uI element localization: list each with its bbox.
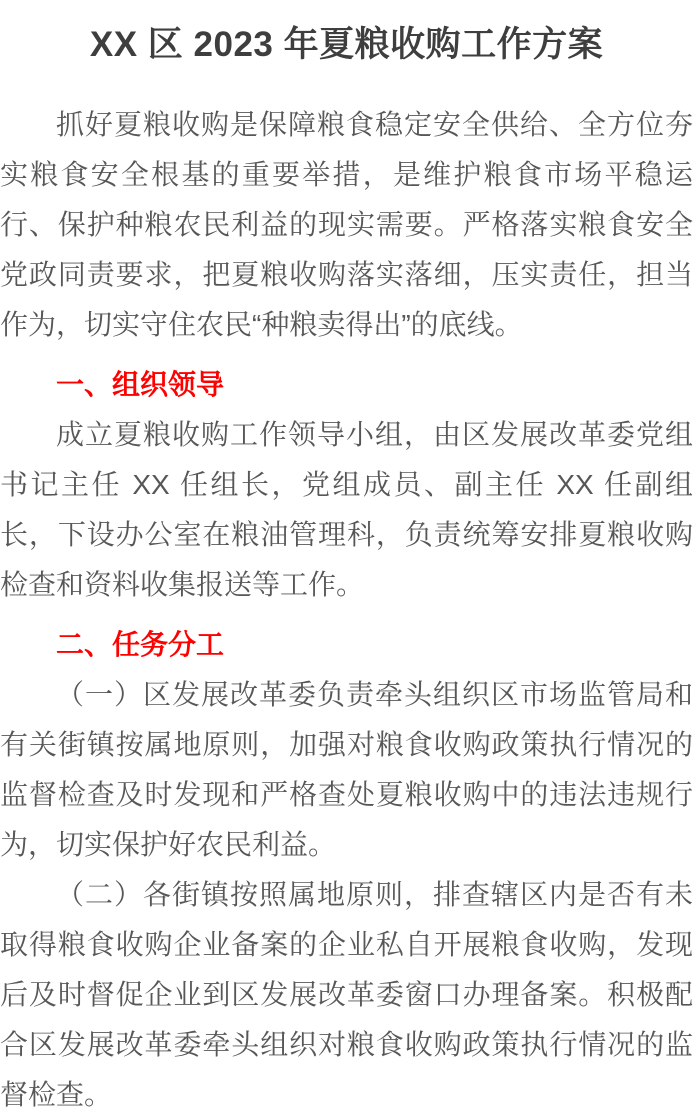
section-heading-organization-leadership: 一、组织领导 [56,369,225,400]
section-2-paragraph-1: （一）区发展改革委负责牵头组织区市场监管局和有关街镇按属地原则，加强对粮食收购政策执行情况的监督检查及时发现和严格查处夏粮收购中的违法违规行为，切实保护好农民利益。 [0,679,693,860]
section-heading-task-division: 二、任务分工 [56,629,225,660]
intro-paragraph: 抓好夏粮收购是保障粮食稳定安全供给、全方位夯实粮食安全根基的重要举措，是维护粮食市场平稳运行、保护种粮农民利益的现实需要。严格落实粮食安全党政同责要求，把夏粮收购落实落细，压实责任，担当作为，切实守住农民“种粮卖得出”的底线。 [0,109,693,340]
section-1-paragraph-1: 成立夏粮收购工作领导小组，由区发展改革委党组书记主任 XX 任组长，党组成员、副主任 XX 任副组长，下设办公室在粮油管理科，负责统筹安排夏粮收购检查和资料收集报送等工作。 [0,419,693,600]
document-title: XX 区 2023 年夏粮收购工作方案 [89,25,604,64]
section-2-paragraph-2: （二）各街镇按照属地原则，排查辖区内是否有未取得粮食收购企业备案的企业私自开展粮食收购，发现后及时督促企业到区发展改革委窗口办理备案。积极配合区发展改革委牵头组织对粮食收购政策执行情况的监督检查。 [0,879,693,1110]
